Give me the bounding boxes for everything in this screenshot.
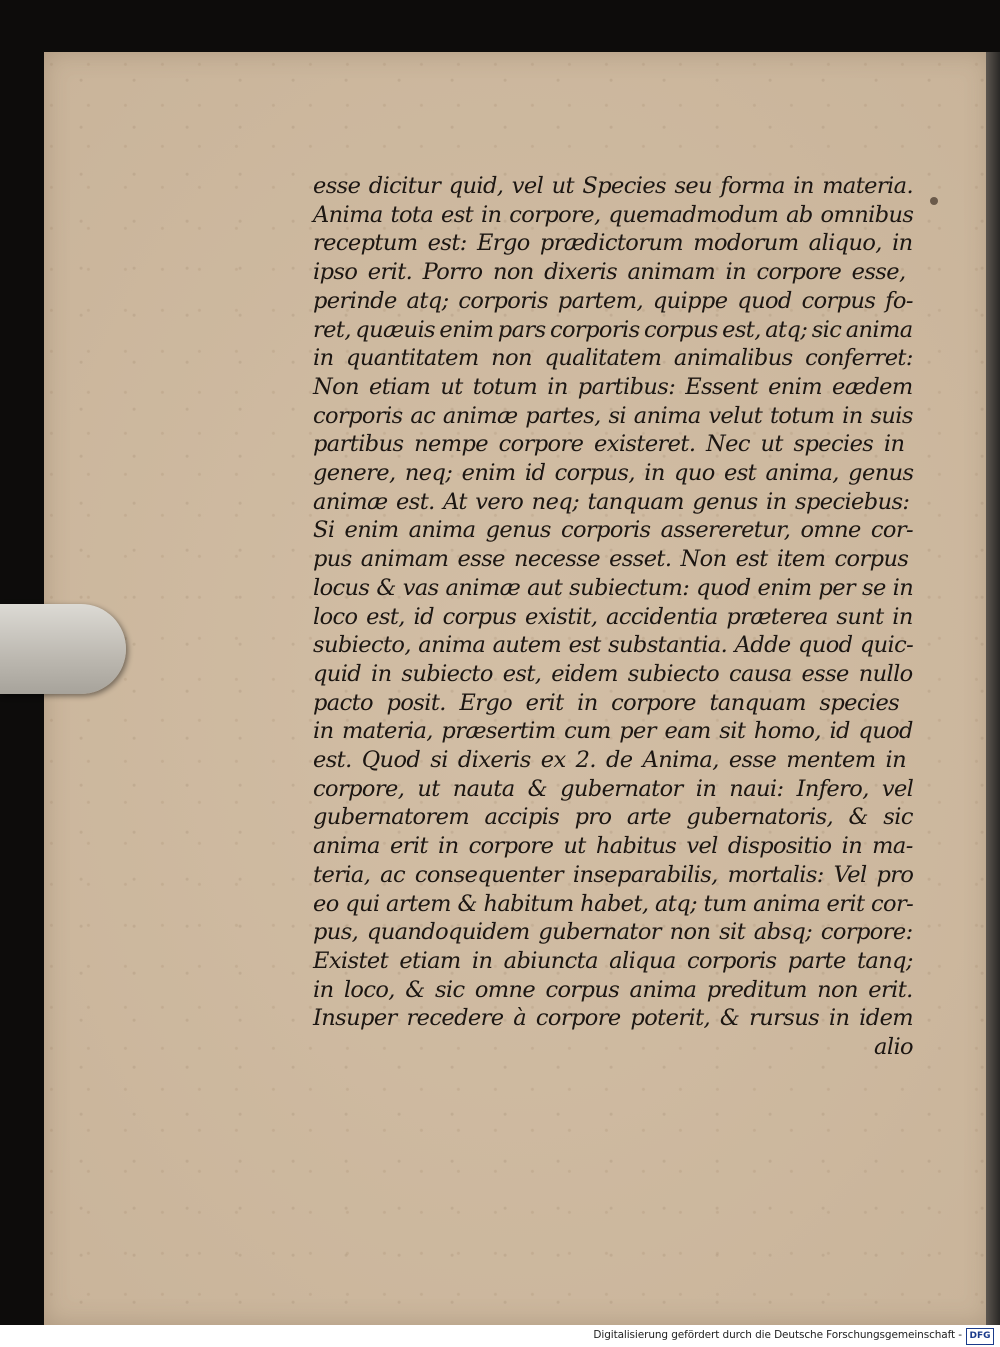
text-line: Si enim anima genus corporis assereretur, omne cor- — [313, 517, 913, 544]
text-line: esse dicitur quid, vel ut Species seu forma in materia. — [313, 173, 914, 199]
book-edge — [986, 52, 1000, 1325]
text-line: in materia, præsertim cum per eam sit homo, id quod — [313, 718, 913, 745]
text-line: Existet etiam in abiuncta aliqua corporis parte tanq; — [313, 947, 913, 974]
text-line: gubernatorem accipis pro arte gubernatoris, & sic — [313, 804, 913, 831]
text-line: pus, quandoquidem gubernator non sit absq; corpore: — [313, 919, 913, 946]
text-line: pus animam esse necesse esset. Non est item corpus — [313, 546, 909, 573]
text-line: teria, ac consequenter inseparabilis, mortalis: Vel pro — [313, 861, 914, 888]
text-line: ipso erit. Porro non dixeris animam in corpore esse, — [313, 259, 906, 286]
text-line: ret, quæuis enim pars corporis corpus est, atq; sic anima — [313, 316, 913, 343]
text-line: pacto posit. Ergo erit in corpore tanquam species — [313, 689, 900, 716]
page-text — [313, 172, 913, 1062]
text-line: est. Quod si dixeris ex 2. de Anima, esse mentem in — [313, 747, 906, 774]
ink-spot — [930, 197, 938, 205]
text-line: partibus nempe corpore existeret. Nec ut species in — [313, 431, 905, 458]
bookmark-tab — [0, 604, 126, 694]
text-line: subiecto, anima autem est substantia. Adde quod quic- — [313, 632, 914, 659]
text-line: eo qui artem & habitum habet, atq; tum anima erit cor- — [313, 890, 914, 917]
text-line: quid in subiecto est, eidem subiecto causa esse nullo — [313, 660, 913, 687]
text-line: perinde atq; corporis partem, quippe quod corpus fo- — [313, 287, 913, 314]
text-line: corporis ac animæ partes, si anima velut totum in suis — [313, 402, 913, 429]
text-line: loco est, id corpus existit, accidentia præterea sunt in — [313, 603, 913, 630]
text-line: animæ est. At vero neq; tanquam genus in speciebus: — [313, 488, 910, 515]
text-line: receptum est: Ergo prædictorum modorum aliquo, in — [313, 230, 913, 257]
text-line: corpore, ut nauta & gubernator in naui: Infero, vel — [313, 775, 914, 802]
text-line: locus & vas animæ aut subiectum: quod enim per se in — [313, 574, 914, 601]
text-line: in loco, & sic omne corpus anima preditum non erit. — [313, 976, 913, 1003]
text-line: Non etiam ut totum in partibus: Essent enim eædem — [313, 373, 913, 400]
text-line: in quantitatem non qualitatem animalibus conferret: — [313, 345, 913, 372]
text-line: anima erit in corpore ut habitus vel dispositio in ma- — [313, 833, 913, 860]
catchword: alio — [874, 1034, 913, 1061]
footer-bar — [0, 1325, 1000, 1347]
text-line: Insuper recedere à corpore poterit, & rursus in idem — [313, 1005, 914, 1032]
funding-credit: Digitalisierung gefördert durch die Deutsche Forschungsgemeinschaft - — [593, 1329, 962, 1341]
text-line: genere, neq; enim id corpus, in quo est anima, genus — [313, 460, 914, 487]
dfg-logo[interactable]: DFG — [966, 1328, 994, 1345]
text-line: Anima tota est in corpore, quemadmodum ab omnibus — [313, 201, 914, 228]
